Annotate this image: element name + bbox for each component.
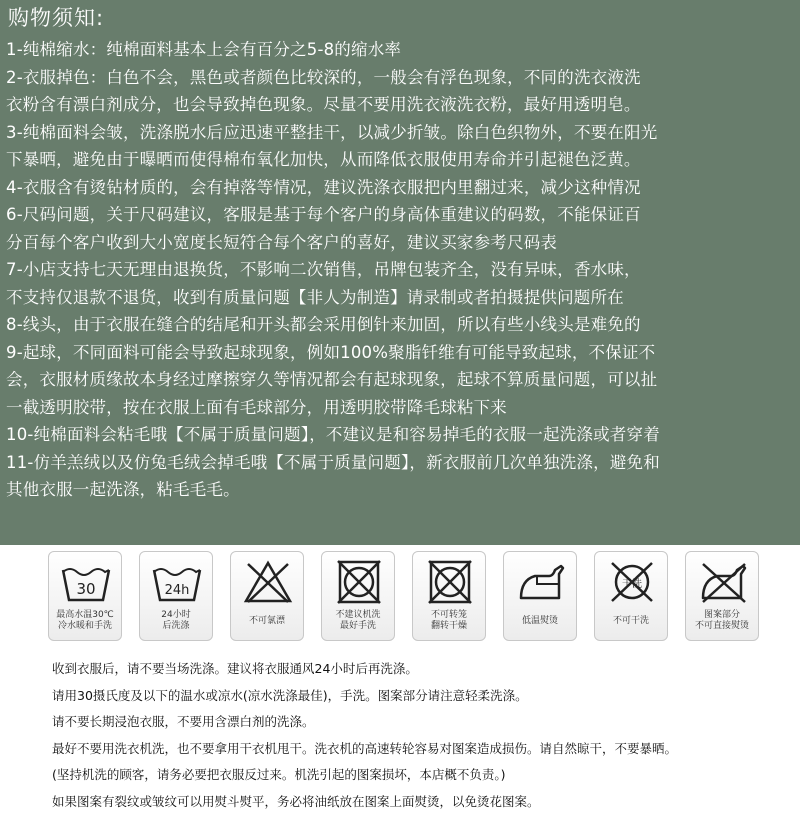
care-line: 收到衣服后，请不要当场洗涤。建议将衣服通风24小时后再洗涤。 <box>52 661 418 676</box>
notice-line: 一截透明胶带，按在衣服上面有毛球部分，用透明胶带降毛球粘下来 <box>6 397 507 417</box>
no-machine-wash-icon <box>331 558 387 606</box>
caption-line: 最好手洗 <box>339 621 376 631</box>
care-line: 请用30摄氏度及以下的温水或凉水(凉水洗涤最佳)，手洗。图案部分请注意轻柔洗涤。 <box>52 687 528 703</box>
icon-caption <box>322 610 394 632</box>
caption-line: 后洗涤 <box>162 621 190 631</box>
notice-line: 1-纯棉缩水：纯棉面料基本上会有百分之5-8的缩水率 <box>6 40 402 59</box>
dry-clean-label: 干洗 <box>622 579 642 590</box>
care-card-no-dry-clean <box>594 551 668 641</box>
care-card-no-tumble-dry <box>412 551 486 641</box>
caption-line: 不可转笼 <box>430 610 467 620</box>
icon-caption <box>686 610 758 632</box>
notice-line: 8-线头，由于衣服在缝合的结尾和开头都会采用倒针来加固，所以有些小线头是难免的 <box>6 315 641 334</box>
caption-line: 不可干洗 <box>612 616 649 626</box>
caption-line: 不可直接熨烫 <box>694 621 749 631</box>
caption-line: 最高水温30℃ <box>56 610 114 620</box>
wash-temp-label: 30 <box>76 580 96 598</box>
care-instructions <box>52 656 792 815</box>
notice-line: 7-小店支持七天无理由退换货，不影响二次销售，吊牌包装齐全，没有异味，香水味， <box>6 260 641 279</box>
icon-caption <box>595 616 667 627</box>
notice-line: 11-仿羊羔绒以及仿兔毛绒会掉毛哦【不属于质量问题】，新衣服前几次单独洗涤，避免和 <box>6 452 660 472</box>
notice-line: 会，衣服材质缘故本身经过摩擦穿久等情况都会有起球现象，起球不算质量问题，可以扯 <box>6 370 658 389</box>
care-card-no-bleach <box>230 551 304 641</box>
notice-line: 2-衣服掉色：白色不会，黑色或者颜色比较深的，一般会有浮色现象，不同的洗衣液洗 <box>6 67 641 87</box>
care-card-no-iron-print <box>685 551 759 641</box>
notice-line: 衣粉含有漂白剂成分，也会导致掉色现象。尽量不要用洗衣液洗衣粉，最好用透明皂。 <box>6 95 641 114</box>
notice-line: 其他衣服一起洗涤，粘毛毛毛。 <box>6 480 240 499</box>
icon-caption <box>231 616 303 627</box>
icon-caption <box>49 610 121 632</box>
icon-caption <box>504 616 576 627</box>
care-line: 如果图案有裂纹或皱纹可以用熨斗熨平，务必将油纸放在图案上面熨烫，以免烫花图案。 <box>52 793 540 809</box>
notice-title: 购物须知: <box>8 6 105 30</box>
caption-line: 低温熨烫 <box>521 616 558 626</box>
icon-caption <box>140 610 212 632</box>
caption-line: 不建议机洗 <box>335 610 381 620</box>
no-dry-clean-icon <box>604 558 660 606</box>
care-icons-row <box>48 551 760 643</box>
notice-line: 10-纯棉面料会粘毛哦【不属于质量问题】，不建议是和容易掉毛的衣服一起洗涤或者穿着 <box>6 425 660 444</box>
notice-line: 6-尺码问题，关于尺码建议，客服是基于每个客户的身高体重建议的码数，不能保证百 <box>6 205 641 224</box>
soak-24h-icon <box>149 558 205 606</box>
no-iron-print-icon <box>695 558 751 606</box>
notice-line: 不支持仅退款不退货，收到有质量问题【非人为制造】请录制或者拍摄提供问题所在 <box>6 287 624 307</box>
care-card-soak-24h <box>139 551 213 641</box>
care-card-wash-30 <box>48 551 122 641</box>
caption-line: 图案部分 <box>703 610 740 620</box>
caption-line: 冷水暖和手洗 <box>57 621 112 631</box>
care-line: 请不要长期浸泡衣服，不要用含漂白剂的洗涤。 <box>52 714 315 729</box>
low-iron-icon <box>513 558 569 606</box>
notice-line: 3-纯棉面料会皱，洗涤脱水后应迅速平整挂干，以减少折皱。除白色织物外，不要在阳光 <box>6 122 658 142</box>
soak-time-label: 24h <box>164 583 190 598</box>
notice-line: 4-衣服含有烫钻材质的，会有掉落等情况，建议洗涤衣服把内里翻过来，减少这种情况 <box>6 177 641 197</box>
caption-line: 不可氯漂 <box>248 616 285 626</box>
care-line: 最好不要用洗衣机洗，也不要拿用干衣机甩干。洗衣机的高速转轮容易对图案造成损伤。请自然晾干，不要暴晒。 <box>52 740 678 756</box>
wash-30-icon <box>58 558 114 606</box>
notice-line: 9-起球，不同面料可能会导致起球现象，例如100%聚脂钎维有可能导致起球，不保证不 <box>6 342 656 362</box>
care-card-low-iron <box>503 551 577 641</box>
caption-line: 翻转干燥 <box>430 621 467 631</box>
care-line: (坚持机洗的顾客，请务必要把衣服反过来。机洗引起的图案损坏，本店概不负责。) <box>52 767 506 782</box>
notice-line: 下暴晒，避免由于曝晒而使得棉布氧化加快，从而降低衣服使用寿命并引起褪色泛黄。 <box>6 150 641 169</box>
no-tumble-dry-icon <box>422 558 478 606</box>
no-bleach-icon <box>240 558 296 606</box>
icon-caption <box>413 610 485 632</box>
notice-line: 分百每个客户收到大小宽度长短符合每个客户的喜好，建议买家参考尺码表 <box>6 232 558 252</box>
care-card-no-machine-wash <box>321 551 395 641</box>
caption-line: 24小时 <box>161 610 191 620</box>
